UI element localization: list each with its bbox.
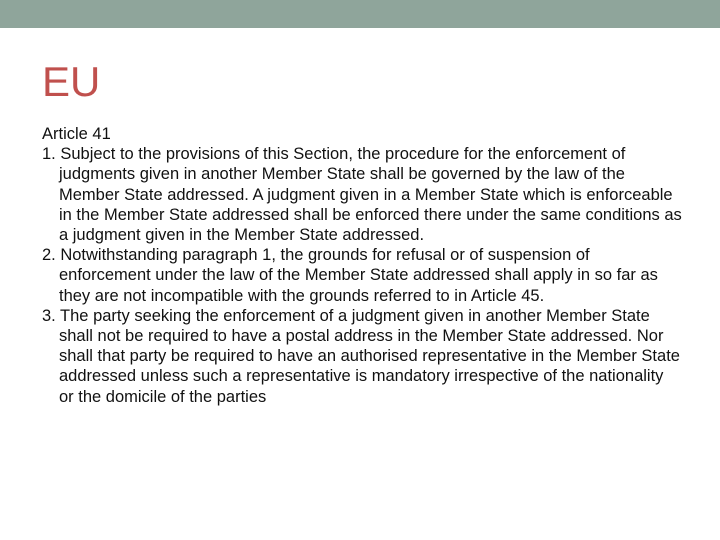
slide-title: EU — [42, 58, 101, 105]
article-heading: Article 41 — [42, 125, 111, 143]
paragraph-2: 2. Notwithstanding paragraph 1, the grounds for refusal or of suspension of enforcement under the law of the Member State addressed shall apply in so far as they are not incompatible with the grounds referred to in Article 45. — [42, 246, 658, 305]
slide-body — [42, 124, 682, 407]
top-accent-bar — [0, 0, 720, 28]
paragraph-1: 1. Subject to the provisions of this Section, the procedure for the enforcement of judgments given in another Member State shall be governed by the law of the Member State addressed. A judgment given in a Member State which is enforceable in the Member State addressed shall be enforced there under the same conditions as a judgment given in the Member State addressed. — [42, 145, 682, 245]
paragraph-3: 3. The party seeking the enforcement of a judgment given in another Member State shall not be required to have a postal address in the Member State addressed. Nor shall that party be required to have an authorised representative in the Member State addressed unless such a representative is mandatory irrespective of the nationality or the domicile of the parties — [42, 306, 680, 406]
